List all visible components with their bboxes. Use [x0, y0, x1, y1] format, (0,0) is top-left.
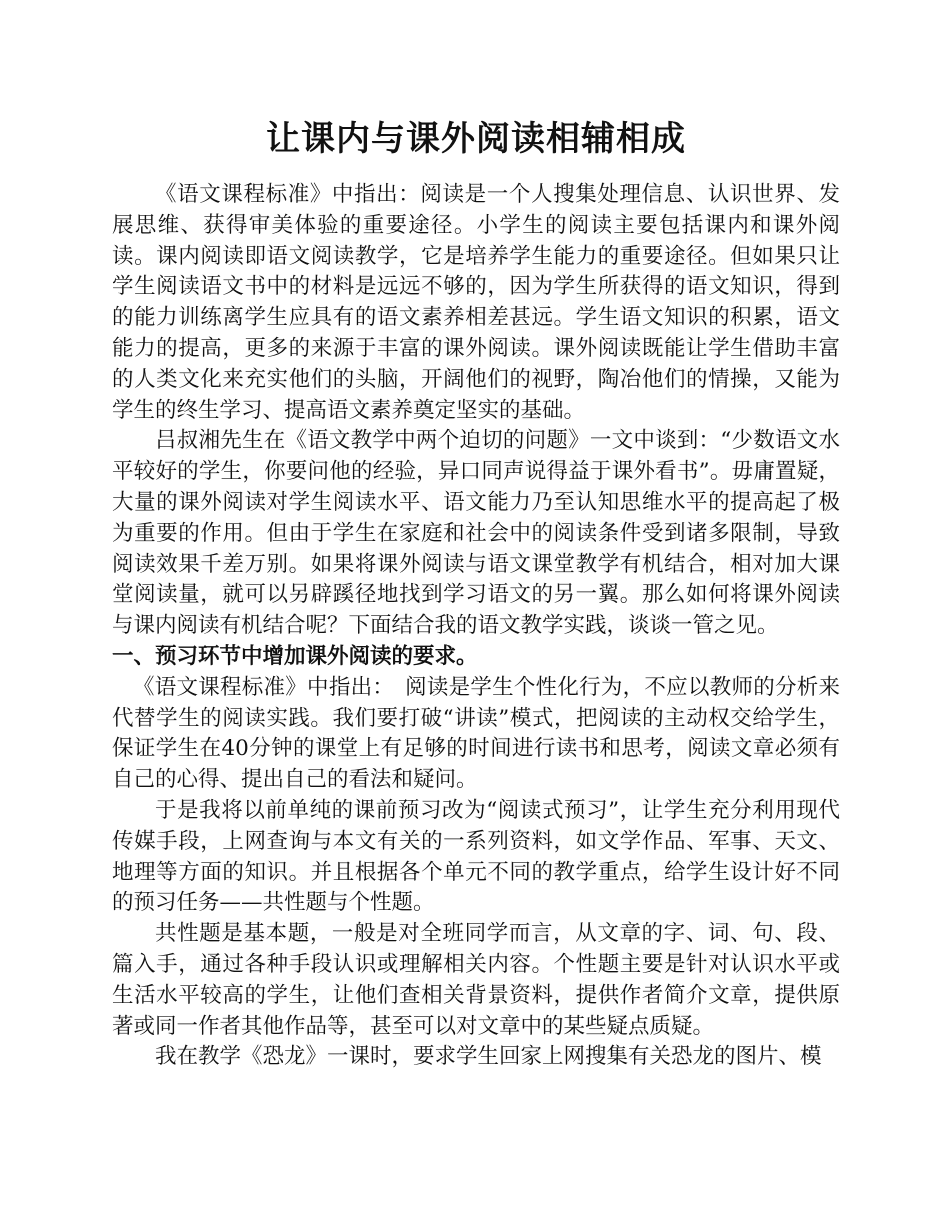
paragraph-1: 《语文课程标准》中指出：阅读是一个人搜集处理信息、认识世界、发展思维、获得审美体验的重要途径。小学生的阅读主要包括课内和课外阅读。课内阅读即语文阅读教学，它是培养学生能力的重要途径。但如果只让学生阅读语文书中的材料是远远不够的，因为学生所获得的语文知识，得到的能力训练离学生应具有的语文素养相差甚远。学生语文知识的积累，语文能力的提高，更多的来源于丰富的课外阅读。课外阅读既能让学生借助丰富的人类文化来充实他们的头脑，开阔他们的视野，陶冶他们的情操，又能为学生的终生学习、提高语文素养奠定坚实的基础。 — [112, 182, 840, 423]
paragraph-6: 我在教学《恐龙》一课时，要求学生回家上网搜集有关恐龙的图片、模 — [155, 1044, 822, 1070]
paragraph-5: 共性题是基本题，一般是对全班同学而言，从文章的字、词、句、段、篇入手，通过各种手段认识或理解相关内容。个性题主要是针对认识水平或生活水平较高的学生，让他们查相关背景资料，提供作者简介文章，提供原著或同一作者其他作品等，甚至可以对文章中的某些疑点质疑。 — [112, 921, 840, 1039]
paragraph-3: 《语文课程标准》中指出： 阅读是学生个性化行为，不应以教师的分析来代替学生的阅读实践。我们要打破“讲读”模式，把阅读的主动权交给学生，保证学生在40分钟的课堂上有足够的时间进行读书和思考，阅读文章必须有自己的心得、提出自己的看法和疑问。 — [112, 674, 840, 793]
paragraph-2: 吕叔湘先生在《语文教学中两个迫切的问题》一文中谈到：“少数语文水平较好的学生，你要问他的经验，异口同声说得益于课外看书”。毋庸置疑，大量的课外阅读对学生阅读水平、语文能力乃至认知思维水平的提高起了极为重要的作用。但由于学生在家庭和社会中的阅读条件受到诸多限制，导致阅读效果千差万别。如果将课外阅读与语文课堂教学有机结合，相对加大课堂阅读量，就可以另辟蹊径地找到学习语文的另一翼。那么如何将课外阅读与课内阅读有机结合呢？下面结合我的语文教学实践，谈谈一管之见。 — [112, 428, 840, 639]
document-body — [112, 180, 840, 1073]
section-heading-1: 一、预习环节中增加课外阅读的要求。 — [112, 643, 478, 669]
document-title: 让课内与课外阅读相辅相成 — [266, 119, 686, 159]
paragraph-4: 于是我将以前单纯的课前预习改为“阅读式预习”，让学生充分利用现代传媒手段，上网查询与本文有关的一系列资料，如文学作品、军事、天文、地理等方面的知识。并且根据各个单元不同的教学重点，给学生设计好不同的预习任务——共性题与个性题。 — [112, 797, 840, 916]
